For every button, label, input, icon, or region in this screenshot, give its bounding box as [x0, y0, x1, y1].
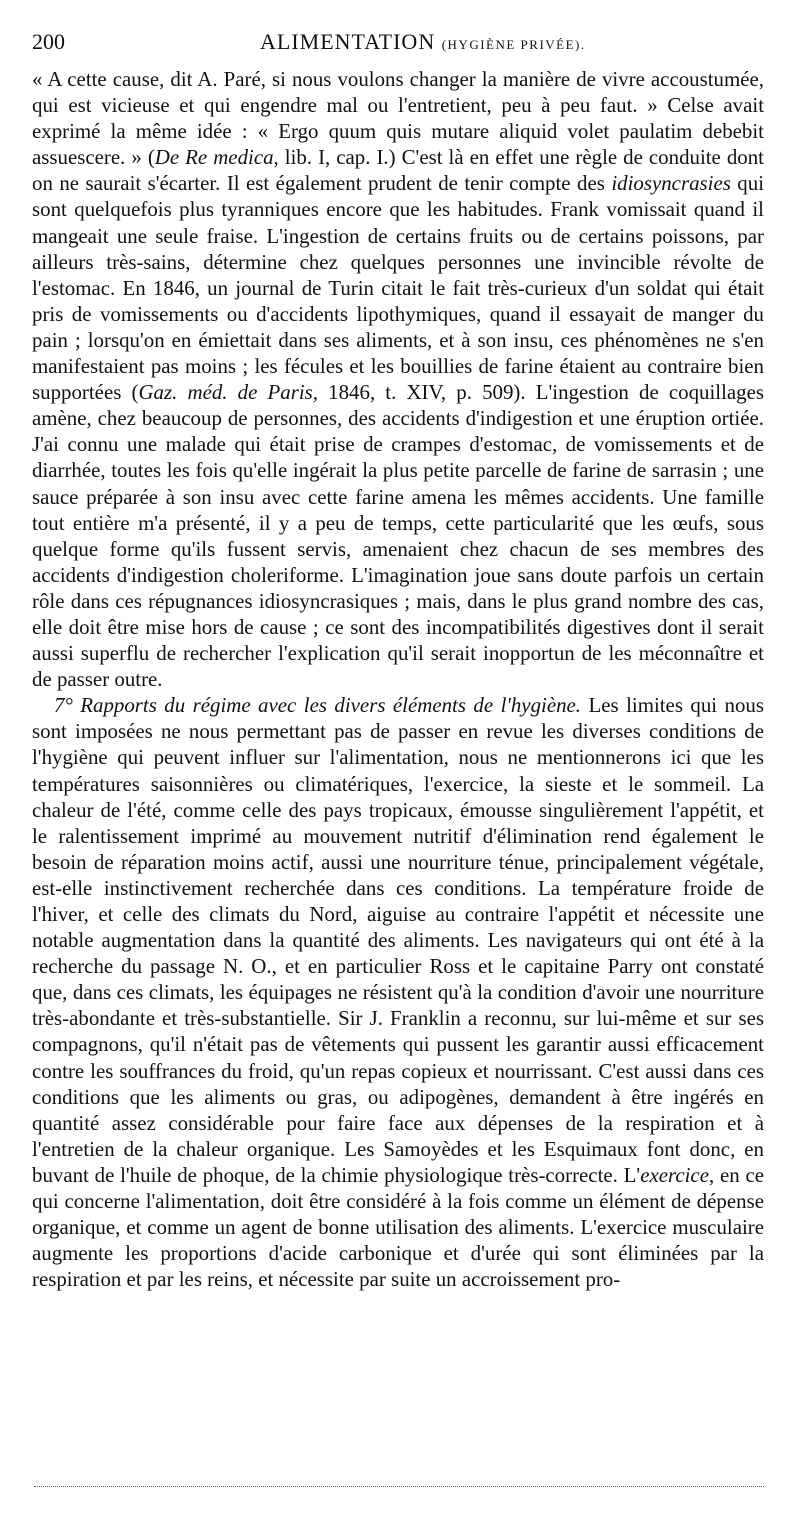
term-exercice: exercice — [640, 1162, 709, 1187]
paragraph-2-text-a: Les limites qui nous sont imposées ne nous permettant pas de passer en revue les diverses conditions de l'hygiène qui peuvent influer sur l'alimentation, nous ne mentionnerons ici que les températures saisonnières ou climatériques, l'exercice, la sieste et le sommeil. La chaleur de l'été, comme celle des pays tropicaux, émousse singulièrement l'appétit, et le ralentissement imprimé au mouvement nutritif d'élimination rend également le besoin de réparation moins actif, aussi une nourriture ténue, principalement végétale, est-elle instinctivement recherchée dans ces conditions. La température froide de l'hiver, et celle des climats du Nord, aiguise au contraire l'appétit et nécessite une notable augmentation dans la quantité des aliments. Les navigateurs qui ont été à la recherche du passage N. O., et en particulier Ross et le capitaine Parry ont constaté que, dans ces climats, les équipages ne résistent qu'à la condition d'avoir une nourriture très-abondante et très-substantielle. Sir J. Franklin a reconnu, sur lui-même et sur ses compagnons, qu'il n'était pas de vêtements qui pussent les garantir aussi efficacement contre les souffrances du froid, qu'un repas copieux et nourrissant. C'est aussi dans ces conditions que les aliments ou gras, ou adipogènes, demandent à être ingérés en quantité assez considérable pour faire face aux dépenses de la respiration et à l'entretien de la chaleur organique. Les Samoyèdes et les Esquimaux font donc, en buvant de l'huile de phoque, de la chimie physiologique très-correcte. L' — [32, 693, 764, 1187]
journal-reference: Gaz. méd. de Paris, — [138, 380, 319, 405]
body-text — [32, 66, 764, 1292]
running-title-main: ALIMENTATION — [260, 29, 436, 54]
paragraph-1-text-b: , lib. I, cap. I.) C'est là en effet une règle de conduite dont on ne saurait s'écarter. Il est également prudent de tenir compte des — [32, 145, 764, 196]
paragraph-1-text-a: « A cette cause, dit A. Paré, si nous voulons changer la manière de vivre accoustumée, qui est vicieuse et qui engendre mal ou l'entretient, peu à peu faut. » Celse avait exprimé la même idée : « Ergo quum quis mutare aliquid volet paulatim debebit assuescere. » ( — [32, 67, 764, 170]
footer-dotted-rule — [34, 1486, 764, 1487]
paragraph-regime-hygiene — [32, 692, 764, 1292]
term-idiosyncrasies: idiosyncrasies — [611, 171, 731, 196]
page-number: 200 — [32, 29, 65, 54]
paragraph-idiosyncrasies — [32, 66, 764, 692]
paragraph-2-text-b: , en ce qui concerne l'alimentation, doit être considéré à la fois comme un élément de dépense organique, et comme un agent de bonne utilisation des aliments. L'exercice musculaire augmente les proportions d'acide carbonique et d'urée qui sont éliminées par la respiration et par les reins, et nécessite par suite un accroissement pro- — [32, 1162, 765, 1292]
page-header — [32, 28, 772, 58]
running-title-subtitle: (HYGIÈNE PRIVÉE). — [441, 37, 586, 52]
section-heading: 7° Rapports du régime avec les divers éléments de l'hygiène. — [54, 693, 582, 718]
reference-title: De Re medica — [154, 145, 274, 170]
paragraph-1-text-d: 1846, t. XIV, p. 509). L'ingestion de coquillages amène, chez beaucoup de personnes, des accidents d'indigestion et une éruption ortiée. J'ai connu une malade qui était prise de crampes d'estomac, de vomissements et de diarrhée, toutes les fois qu'elle ingérait la plus petite parcelle de farine de sarrasin ; une sauce préparée à son insu avec cette farine amena les mêmes accidents. Une famille tout entière m'a présenté, il y a peu de temps, cette particularité que les œufs, sous quelque forme qu'ils fussent servis, amenaient chez chacun de ses membres des accidents d'indigestion choleriforme. L'imagination joue sans doute parfois un certain rôle dans ces répugnances idiosyncrasiques ; mais, dans le plus grand nombre des cas, elle doit être mise hors de cause ; ce sont des incompatibilités digestives dont il serait aussi superflu de rechercher l'explication qu'il serait inopportun de les méconnaître et de passer outre. — [32, 380, 765, 692]
paragraph-1-text-c: qui sont quelquefois plus tyranniques encore que les habitudes. Frank vomissait quand il mangeait une seule fraise. L'ingestion de certains fruits ou de certains poissons, par ailleurs très-sains, détermine chez quelques personnes une invincible révolte de l'estomac. En 1846, un journal de Turin citait le fait très-curieux d'un soldat qui était pris de vomissements ou d'accidents lipothymiques, quand il essayait de manger du pain ; lorsqu'on en émiettait dans ses aliments, et à son insu, ces phénomènes ne s'en manifestaient pas moins ; les fécules et les bouillies de farine étaient au contraire bien supportées ( — [32, 171, 764, 405]
running-title — [260, 28, 586, 59]
